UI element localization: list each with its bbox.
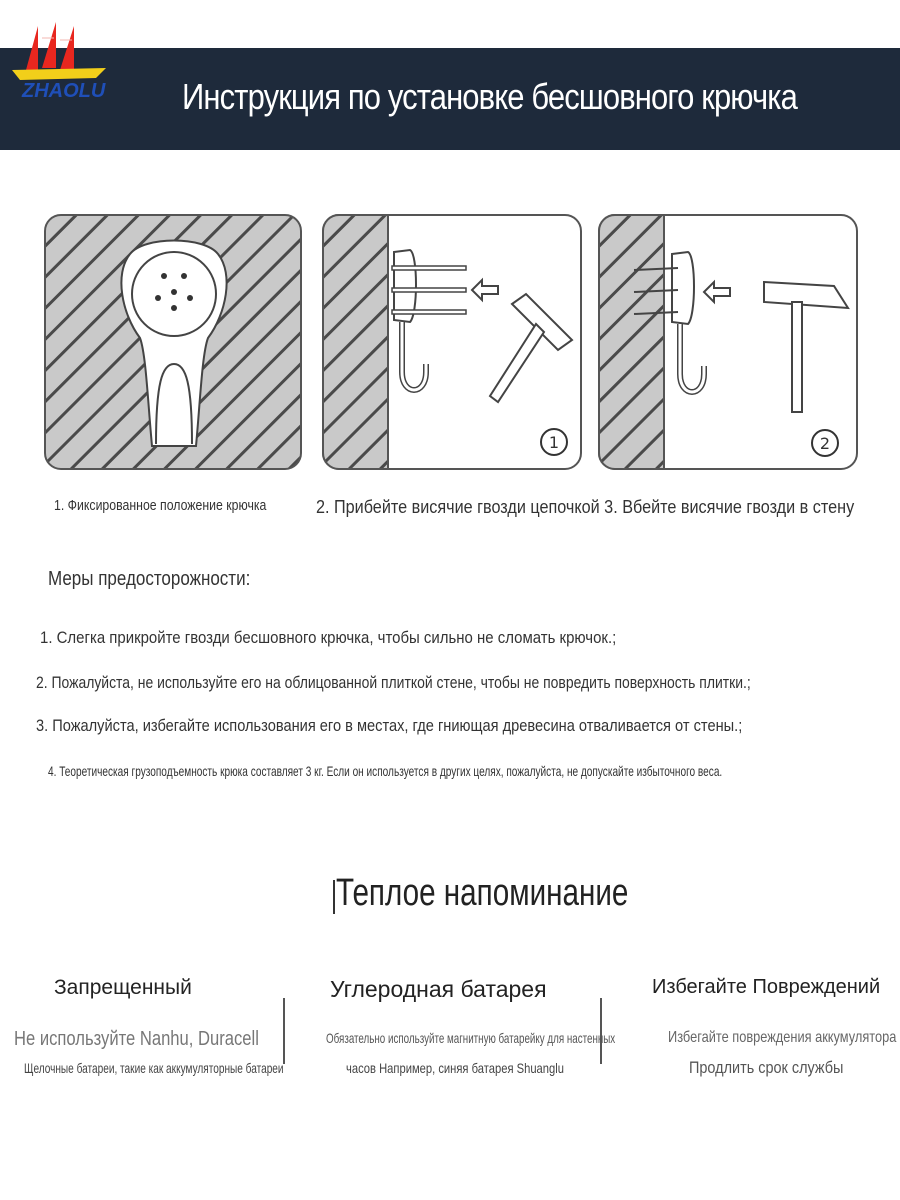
precaution-item: 3. Пожалуйста, избегайте использования его в местах, где гниющая древесина отваливается от стены.; bbox=[36, 716, 743, 735]
warm-reminder-title: Теплое напоминание bbox=[336, 872, 629, 914]
step-number-two: 2 bbox=[819, 434, 831, 453]
precautions-title: Меры предосторожности: bbox=[48, 568, 251, 590]
forbidden-text-line-1: Не используйте Nanhu, Duracell bbox=[14, 1028, 259, 1050]
avoid-damage-text-line-2: Продлить срок службы bbox=[689, 1058, 844, 1077]
hook-position-illustration bbox=[44, 214, 302, 470]
column-title-avoid-damage: Избегайте Повреждений bbox=[652, 976, 881, 998]
carbon-text-line-2: часов Например, синяя батарея Shuanglu bbox=[346, 1060, 564, 1076]
precaution-item: 4. Теоретическая грузоподъемность крюка составляет 3 кг. Если он используется в других целях, пожалуйста, не допускайте избыточного веса. bbox=[48, 763, 723, 779]
nails-chain-illustration bbox=[322, 214, 582, 470]
avoid-damage-text-line-1: Избегайте повреждения аккумулятора bbox=[668, 1029, 897, 1046]
caption-step-2-3: 2. Прибейте висячие гвозди цепочкой 3. Вбейте висячие гвозди в стену bbox=[316, 497, 855, 517]
forbidden-text-line-2: Щелочные батареи, такие как аккумуляторные батареи bbox=[24, 1060, 284, 1076]
carbon-text-line-1: Обязательно используйте магнитную батарейку для настенных bbox=[326, 1030, 616, 1046]
precaution-item: 1. Слегка прикройте гвозди бесшовного крючка, чтобы сильно не сломать крючок.; bbox=[40, 628, 617, 647]
title-mark bbox=[333, 880, 335, 914]
page-title: Инструкция по установке бесшовного крючка bbox=[182, 76, 797, 117]
logo-text: ZHAOLU bbox=[22, 80, 106, 102]
precaution-item: 2. Пожалуйста, не используйте его на облицованной плиткой стене, чтобы не повредить поверхность плитки.; bbox=[36, 673, 751, 692]
column-divider bbox=[283, 998, 285, 1064]
column-title-carbon-battery: Углеродная батарея bbox=[330, 976, 547, 1002]
caption-step-1: 1. Фиксированное положение крючка bbox=[54, 497, 267, 514]
column-title-forbidden: Запрещенный bbox=[54, 976, 192, 999]
nails-in-wall-illustration bbox=[598, 214, 858, 470]
step-number-one: 1 bbox=[548, 433, 560, 452]
